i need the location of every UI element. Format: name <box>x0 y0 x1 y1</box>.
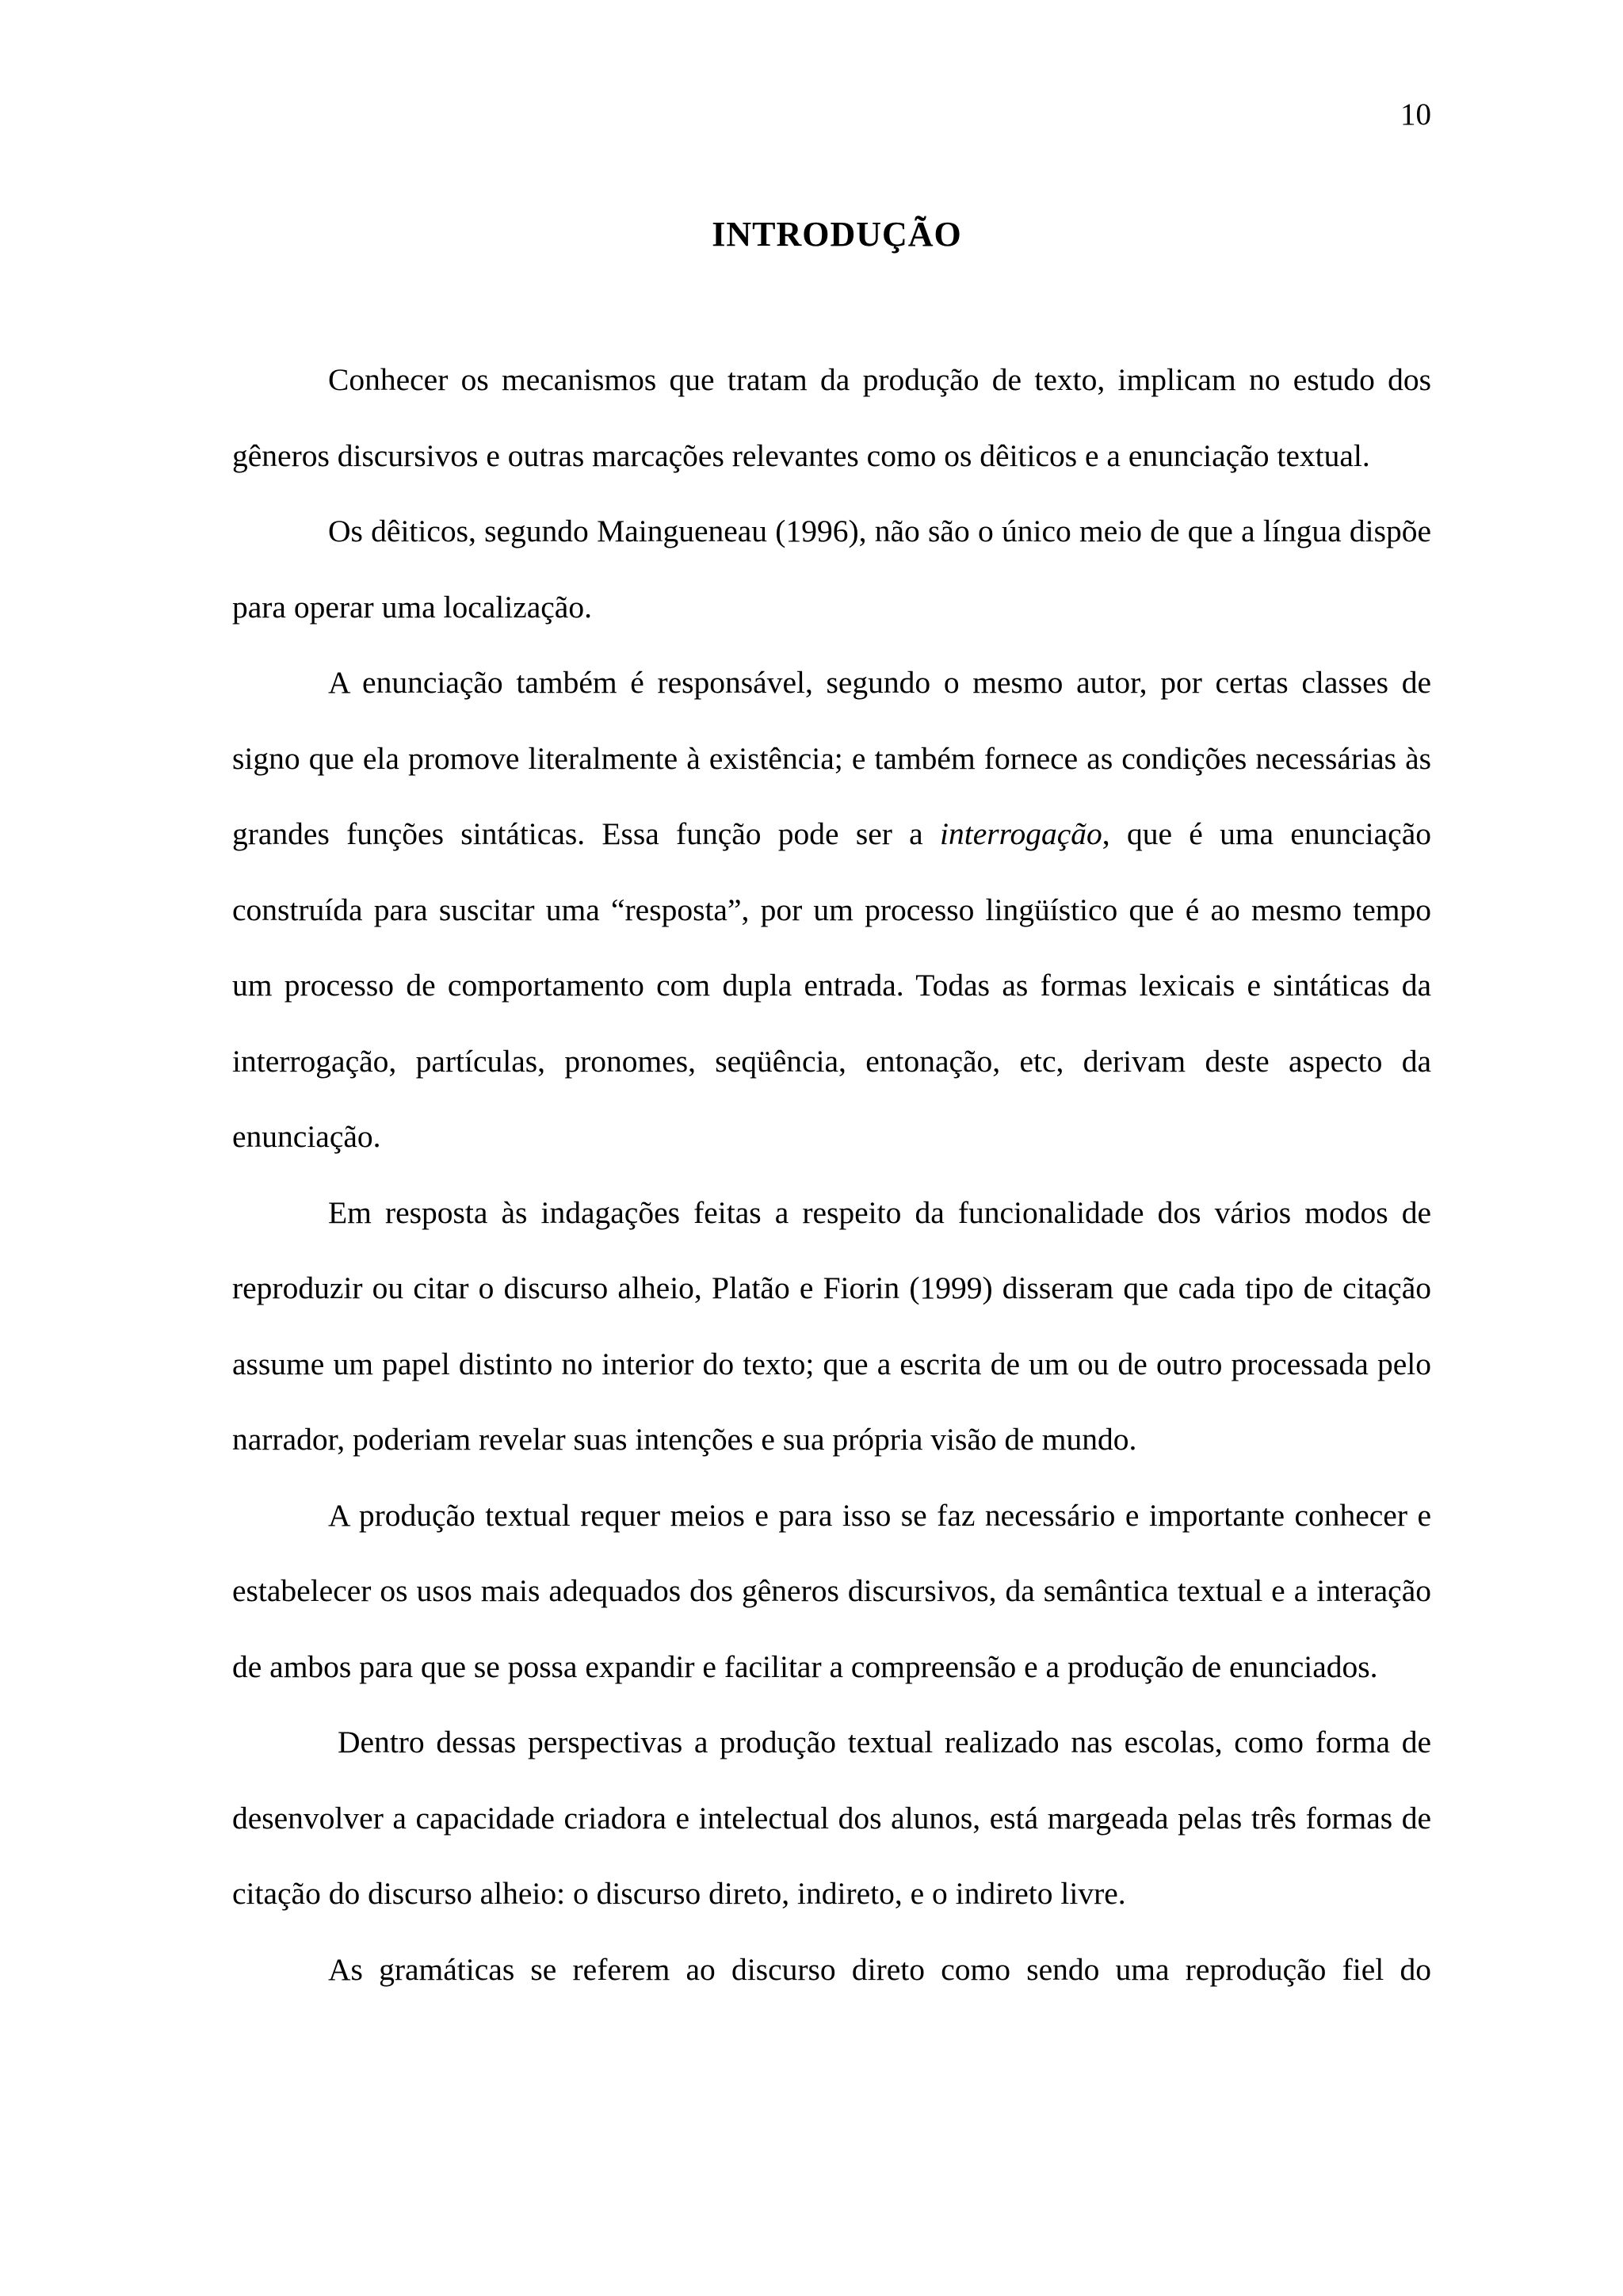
paragraph-3 <box>232 645 1431 1175</box>
paragraph-5: A produção textual requer meios e para isso se faz necessário e importante conhecer e estabelecer os usos mais adequados dos gêneros discursivos, da semântica textual e a interação de ambos para que se possa expandir e facilitar a compreensão e a produção de enunciados. <box>232 1497 1431 1684</box>
paragraph-1: Conhecer os mecanismos que tratam da produção de texto, implicam no estudo dos gêneros discursivos e outras marcações relevantes como os dêiticos e a enunciação textual. <box>232 362 1431 473</box>
paragraph-3-text-after: , que é uma enunciação construída para suscitar uma “resposta”, por um processo lingüístico que é ao mesmo tempo um processo de comportamento com dupla entrada. Todas as formas lexicais e sintáticas da interrogação, partículas, pronomes, seqüência, entonação, etc, derivam deste aspecto da enunciação. <box>232 816 1431 1154</box>
paragraph-3-text-before: A enunciação também é responsável, segundo o mesmo autor, por certas classes de signo que ela promove literalmente à existência; e também fornece as condições necessárias às grandes funções sintáticas. Essa função pode ser a <box>232 665 1431 851</box>
paragraph-2: Os dêiticos, segundo Maingueneau (1996), não são o único meio de que a língua dispõe para operar uma localização. <box>232 514 1431 625</box>
page-number: 10 <box>1400 97 1431 132</box>
paragraph-3-emphasis: interrogação <box>940 816 1102 851</box>
paragraph-6: Dentro dessas perspectivas a produção textual realizado nas escolas, como forma de desenvolver a capacidade criadora e intelectual dos alunos, está margeada pelas três formas de citação do discurso alheio: o discurso direto, indireto, e o indireto livre. <box>232 1725 1431 1911</box>
section-heading: INTRODUÇÃO <box>712 215 962 254</box>
paragraph-7: As gramáticas se referem ao discurso direto como sendo uma reprodução fiel do <box>328 1951 1431 1987</box>
body-text <box>232 342 1431 2008</box>
paragraph-4: Em resposta às indagações feitas a respeito da funcionalidade dos vários modos de reproduzir ou citar o discurso alheio, Platão e Fiorin (1999) disseram que cada tipo de citação assume um papel distinto no interior do texto; que a escrita de um ou de outro processada pelo narrador, poderiam revelar suas intenções e sua própria visão de mundo. <box>232 1194 1431 1457</box>
